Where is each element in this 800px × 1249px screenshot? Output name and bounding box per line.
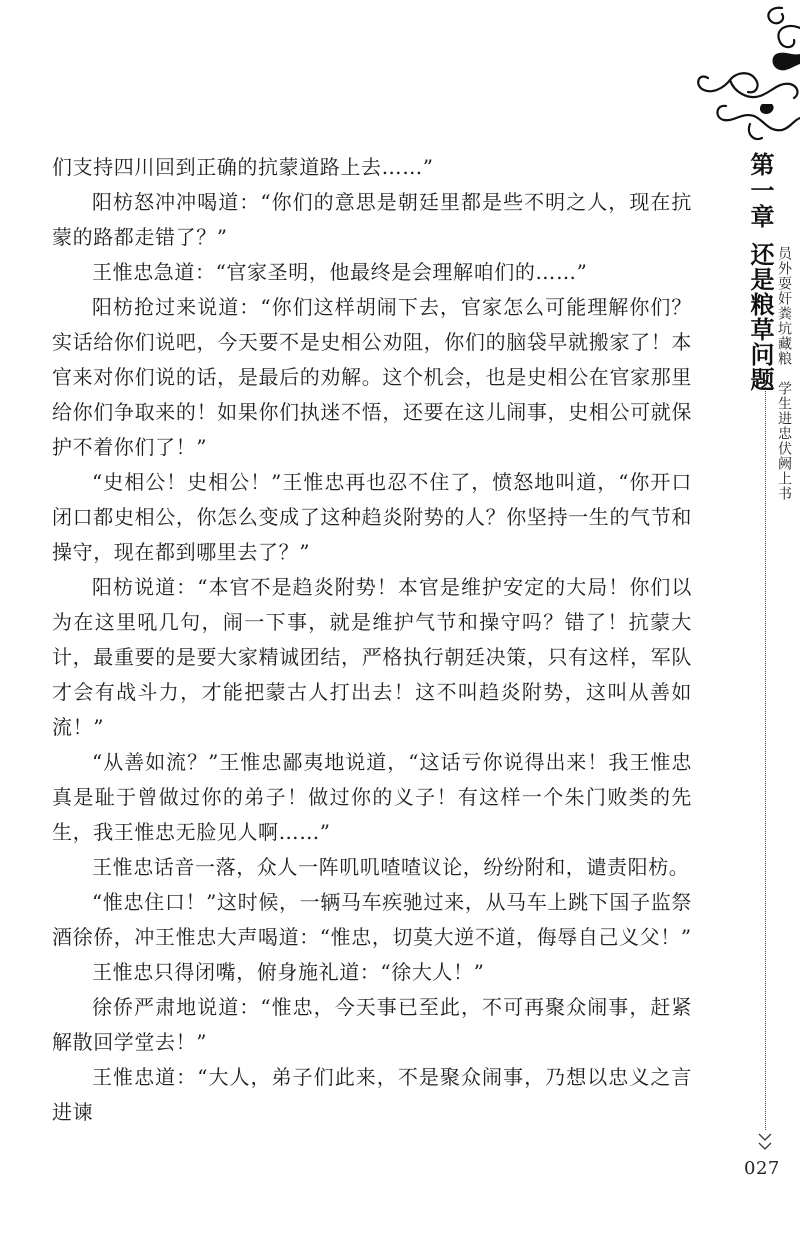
- paragraph: 阳枋抢过来说道：“你们这样胡闹下去，官家怎么可能理解你们？实话给你们说吧，今天要不是史相公劝阻，你们的脑袋早就搬家了！本官来对你们说的话，是最后的劝解。这个机会，也是史相公在官家那里给你们争取来的！如果你们执迷不悟，还要在这儿闹事，史相公可就保护不着你们了！”: [52, 295, 692, 459]
- chevron-down-icon: [758, 1142, 772, 1150]
- paragraph: 王惟忠话音一落，众人一阵叽叽喳喳议论，纷纷附和，谴责阳枋。: [92, 855, 690, 879]
- body-text: [52, 150, 692, 1130]
- paragraph: 王惟忠只得闭嘴，俯身施礼道：“徐大人！”: [92, 960, 485, 984]
- paragraph: “从善如流？”王惟忠鄙夷地说道，“这话亏你说得出来！我王惟忠真是耻于曾做过你的弟子！做过你的义子！有这样一个朱门败类的先生，我王惟忠无脸见人啊……”: [52, 750, 692, 844]
- section-titles: 员外耍奸粪坑藏粮 学生进忠伏阙上书: [776, 246, 792, 501]
- paragraph: 阳枋怒冲冲喝道：“你们的意思是朝廷里都是些不明之人，现在抗蒙的路都走错了？”: [52, 190, 692, 249]
- chapter-sidebar: [710, 150, 800, 1249]
- paragraph: 阳枋说道：“本官不是趋炎附势！本官是维护安定的大局！你们以为在这里吼几句，闹一下事，就是维护气节和操守吗？错了！抗蒙大计，最重要的是要大家精诚团结，严格执行朝廷决策，只有这样，军队才会有战斗力，才能把蒙古人打出去！这不叫趋炎附势，这叫从善如流！”: [52, 575, 692, 739]
- chevron-down-icon: [758, 1133, 772, 1141]
- dotted-divider: [765, 380, 766, 1130]
- paragraph: 王惟忠急道：“官家圣明，他最终是会理解咱们的……”: [92, 260, 588, 284]
- paragraph: 王惟忠道：“大人，弟子们此来，不是聚众闹事，乃想以忠义之言进谏: [52, 1065, 692, 1124]
- paragraph: 们支持四川回到正确的抗蒙道路上去……”: [52, 155, 434, 179]
- chapter-number: 第一章: [746, 152, 775, 230]
- paragraph: “史相公！史相公！”王惟忠再也忍不住了，愤怒地叫道，“你开口闭口都史相公，你怎么变成了这种趋炎附势的人？你坚持一生的气节和操守，现在都到哪里去了？”: [52, 470, 692, 564]
- paragraph: 徐侨严肃地说道：“惟忠，今天事已至此，不可再聚众闹事，赶紧解散回学堂去！”: [52, 995, 692, 1054]
- paragraph: “惟忠住口！”这时候，一辆马车疾驰过来，从马车上跳下国子监祭酒徐侨，冲王惟忠大声喝道：“惟忠，切莫大逆不道，侮辱自己义父！”: [52, 890, 692, 949]
- cloud-ornament-icon: [690, 0, 800, 150]
- chapter-title: 还是粮草问题: [746, 242, 775, 392]
- page-number: 027: [744, 1158, 780, 1179]
